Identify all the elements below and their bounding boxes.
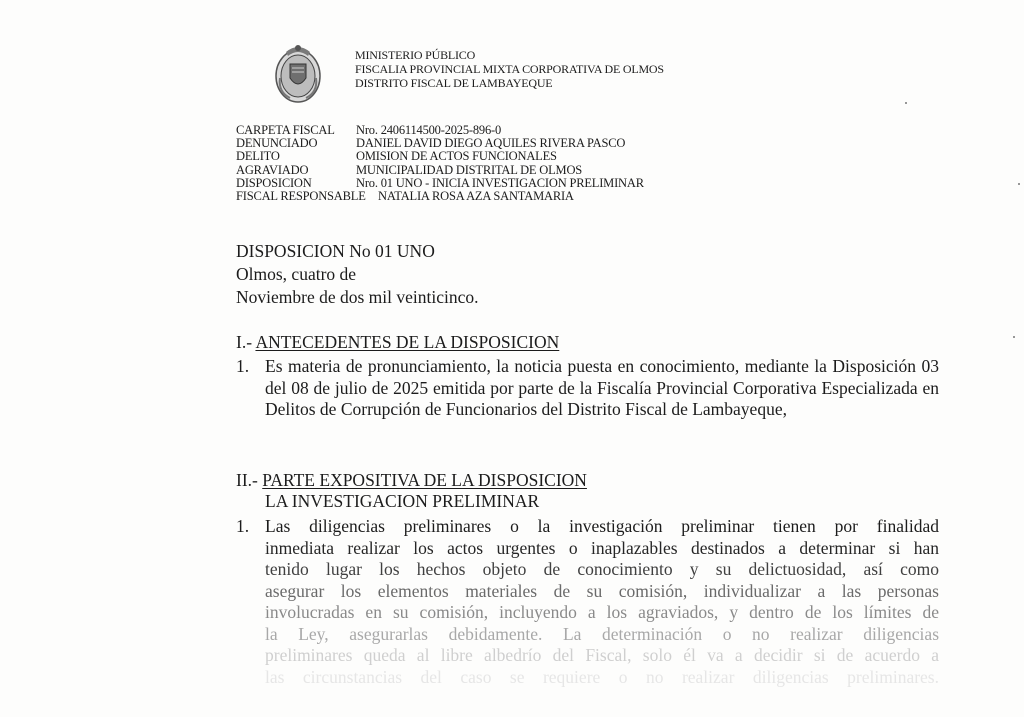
text-line: inmediata realizar los actos urgentes o inaplazables destinados a determinar si han — [265, 537, 939, 558]
meta-label: DENUNCIADO — [236, 136, 318, 151]
meta-value: Nro. 01 UNO - INICIA INVESTIGACION PRELIMINAR — [356, 175, 644, 190]
header-district: DISTRITO FISCAL DE LAMBAYEQUE — [355, 76, 553, 90]
meta-value: MUNICIPALIDAD DISTRITAL DE OLMOS — [356, 162, 583, 177]
text-line: las circunstancias del caso se requiere o no realizar diligencias preliminares. — [265, 666, 939, 687]
header-ministry: MINISTERIO PÚBLICO — [355, 48, 476, 62]
item-number: 1. — [236, 516, 250, 536]
institution-header — [355, 48, 664, 90]
disposition-date-line-1: Olmos, cuatro de — [236, 264, 357, 284]
section-2-number: II.- — [236, 470, 258, 490]
text-line: involucradas en su comisión, incluyendo a los agraviados, y dentro de los límites de — [265, 602, 939, 622]
scan-speck — [1013, 336, 1015, 338]
text-line: preliminares queda al libre albedrío del Fiscal, solo él va a decidir si de acuerdo a — [265, 645, 939, 665]
section-1-number: I.- — [236, 332, 253, 352]
text-line: tenido lugar los hechos objeto de conocimiento y su delictuosidad, así como — [265, 559, 939, 579]
text-line: Las diligencias preliminares o la investigación preliminar tienen por finalidad — [265, 516, 939, 536]
section-2-heading — [236, 470, 587, 491]
meta-value: OMISION DE ACTOS FUNCIONALES — [356, 149, 557, 164]
meta-label: DELITO — [236, 149, 280, 164]
item-text: Es materia de pronunciamiento, la noticia puesta en conocimiento, mediante la Disposición 03 del 08 de julio de 2025 emitida por parte de la Fiscalía Provincial Corporativa Especializada en Delitos de Corrupción de Funcionarios del Distrito Fiscal de Lambayeque, — [265, 356, 939, 419]
meta-label: DISPOSICION — [236, 175, 312, 190]
scan-speck — [905, 102, 907, 104]
meta-value: DANIEL DAVID DIEGO AQUILES RIVERA PASCO — [356, 136, 626, 151]
section-1-title: ANTECEDENTES DE LA DISPOSICION — [255, 332, 560, 352]
header-office: FISCALIA PROVINCIAL MIXTA CORPORATIVA DE OLMOS — [355, 62, 664, 76]
disposition-title: DISPOSICION No 01 UNO — [236, 241, 435, 261]
meta-label: FISCAL RESPONSABLE — [236, 188, 366, 203]
meta-label: CARPETA FISCAL — [236, 123, 335, 137]
meta-value: Nro. 2406114500-2025-896-0 — [356, 123, 502, 137]
item-number: 1. — [236, 356, 250, 376]
section-1-heading — [236, 332, 559, 353]
text-line: la Ley, asegurarlas debidamente. La determinación o no realizar diligencias — [265, 623, 939, 644]
coat-of-arms-seal-icon — [270, 38, 326, 106]
scan-speck — [1018, 183, 1020, 185]
section-2-subtitle: LA INVESTIGACION PRELIMINAR — [265, 491, 540, 511]
disposition-date-line-2: Noviembre de dos mil veinticinco. — [236, 287, 479, 307]
meta-label: AGRAVIADO — [236, 162, 309, 177]
meta-value: NATALIA ROSA AZA SANTAMARIA — [378, 188, 574, 203]
section-2-item — [236, 516, 939, 688]
text-line: asegurar los elementos materiales de su comisión, individualizar a las personas — [265, 580, 939, 601]
section-2-title: PARTE EXPOSITIVA DE LA DISPOSICION — [262, 470, 587, 490]
item-text — [265, 516, 939, 688]
section-1-item — [236, 356, 939, 421]
disposition-heading — [236, 240, 479, 309]
